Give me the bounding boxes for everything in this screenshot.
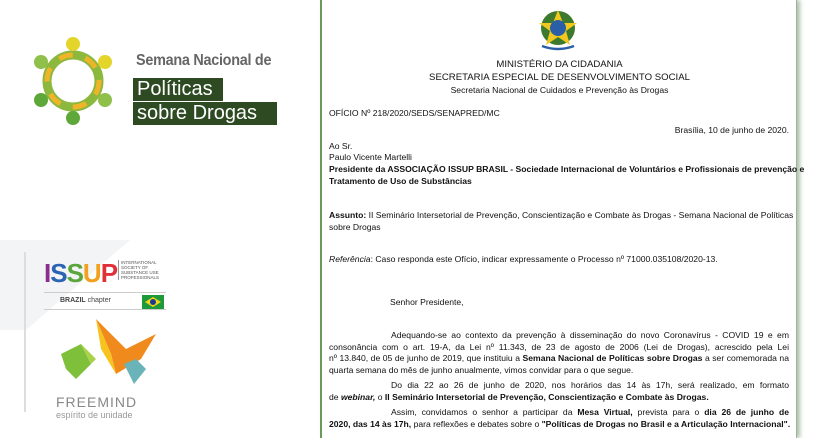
- paragraph-2-line: de webinar, o II Seminário Intersetorial de Prevenção, Conscientização e Combate às Drogas.: [329, 392, 709, 402]
- origami-birds-icon: [56, 314, 166, 394]
- paragraph-1-line: Adequando-se ao contexto da prevenção à disseminação do novo Coronavírus - COVID 19 e em: [391, 330, 789, 340]
- header-ministry: MINISTÉRIO DA CIDADANIA: [496, 59, 623, 70]
- people-circle-logo-icon: [28, 36, 118, 126]
- recipient-role: Presidente da ASSOCIAÇÃO ISSUP BRASIL - Sociedade Internacional de Voluntários e Profissionais de prevenção e: [329, 164, 805, 174]
- header-national-secretariat: Secretaria Nacional de Cuidados e Prevenção às Drogas: [450, 85, 669, 95]
- oficio-number: OFÍCIO Nº 218/2020/SEDS/SENAPRED/MC: [329, 108, 500, 118]
- issup-logo: ISSUP: [44, 258, 118, 288]
- partner-logos: [24, 252, 164, 420]
- freemind-tagline: espírito de unidade: [56, 410, 133, 420]
- letter-date: Brasília, 10 de junho de 2020.: [674, 125, 789, 135]
- reference-line: Referência: Caso responda este Ofício, indicar expressamente o Processo nº 71000.035108/2020-13.: [329, 254, 718, 264]
- issup-subtitle: INTERNATIONAL SOCIETY OF SUBSTANCE USE PROFESSIONALS: [118, 260, 168, 280]
- salutation: Senhor Presidente,: [390, 297, 464, 307]
- left-panel: [0, 0, 320, 438]
- subject-line-cont: sobre Drogas: [329, 222, 381, 232]
- recipient-title: Ao Sr.: [329, 141, 353, 151]
- recipient-name: Paulo Vicente Martelli: [329, 152, 412, 162]
- brazil-chapter: BRAZIL chapter: [44, 292, 166, 310]
- event-title-line1: Semana Nacional de: [136, 52, 272, 69]
- paragraph-1-line: quarta semana do mês de junho anualmente, vimos convidar para o que segue.: [329, 365, 634, 375]
- event-title-line2: Políticas: [133, 78, 223, 101]
- paragraph-3-line: 2020, das 14 às 17h, para reflexões e debates sobre o "Políticas de Drogas no Brasil e a Articulação Internacional".: [329, 419, 791, 429]
- paragraph-2-line: Do dia 22 ao 26 de junho de 2020, nos horários das 14 às 17h, será realizado, em formato: [391, 380, 789, 390]
- paragraph-1-line: consonância com o art. 19-A, da Lei nº 11.343, de 23 de agosto de 2006 (Lei de Drogas), acrescido pela Lei: [329, 342, 789, 352]
- recipient-role-cont: Tratamento de Uso de Substâncias: [329, 176, 472, 186]
- header-secretariat: SECRETARIA ESPECIAL DE DESENVOLVIMENTO SOCIAL: [429, 72, 690, 83]
- official-letter: [320, 0, 805, 438]
- paragraph-3-line: Assim, convidamos o senhor a participar da Mesa Virtual, prevista para o dia 26 de junho de: [391, 407, 790, 417]
- freemind-logo: FREEMIND: [56, 394, 138, 410]
- subject-line: Assunto: II Seminário Intersetorial de Prevenção, Conscientização e Combate às Drogas - Semana Nacional de Políticas: [329, 210, 794, 220]
- paragraph-1-line: nº 13.840, de 05 de junho de 2019, que instituiu a Semana Nacional de Políticas sobre Drogas a ser comemorada na: [329, 353, 789, 363]
- brazil-coat-of-arms-icon: [534, 6, 582, 54]
- brazil-flag-icon: [142, 295, 164, 309]
- event-title-line3: sobre Drogas: [133, 102, 277, 125]
